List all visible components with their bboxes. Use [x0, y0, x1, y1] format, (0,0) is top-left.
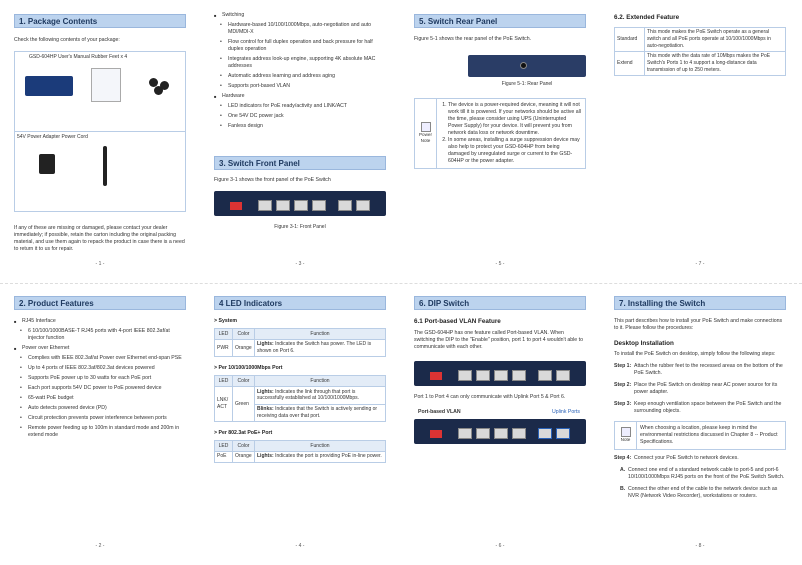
- led-function: [255, 404, 386, 422]
- col-header: LED: [215, 329, 233, 340]
- list-item: • Automatic address learning and address aging: [220, 73, 386, 80]
- diagram-label: Port-based VLAN: [418, 408, 461, 415]
- note-icon: [415, 99, 437, 168]
- step-label: Step 1:: [614, 362, 632, 369]
- step-text: Attach the rubber feet to the recessed areas on the bottom of the PoE Switch.: [634, 362, 783, 376]
- list-item: • Integrates address look-up engine, supporting 4K absolute MAC addresses: [220, 56, 386, 70]
- figure-caption: Figure 5-1: Rear Panel: [501, 81, 553, 88]
- list-item: • Fanless design: [220, 123, 386, 130]
- page-title: 3. Switch Front Panel: [214, 156, 386, 170]
- section-text: Per 802.3at PoE+ Port: [218, 430, 273, 437]
- page-row-divider: [0, 283, 802, 284]
- list-item: • Flow control for full duplex operation and back pressure for half duplex operation: [220, 39, 386, 53]
- step-label: A.: [620, 466, 626, 473]
- col-header: LED: [215, 376, 233, 387]
- intro-text: Check the following contents of your package:: [14, 37, 120, 43]
- page-number: - 4 -: [295, 543, 305, 549]
- list-item: • Each port supports 54V DC power to PoE powered device: [20, 385, 186, 392]
- rear-panel-desc: Figure 5-1 shows the rear panel of the PoE Switch.: [414, 36, 532, 42]
- vlan-diagram: [414, 409, 586, 449]
- list-item: • Supports PoE power up to 30 watts for each PoE port: [20, 375, 186, 382]
- switch-image: [25, 76, 73, 96]
- page-5: [414, 14, 586, 169]
- list-item: • LED indicators for PoE ready/activity and LINK/ACT: [220, 103, 386, 110]
- list-item: • Remote power feeding up to 100m in standard mode and 200m in extend mode: [20, 425, 186, 439]
- note-icon: [615, 422, 637, 449]
- list-item: ■ Hardware: [214, 93, 386, 100]
- state-label: Lights:: [257, 388, 274, 395]
- vlan-desc-2: Port 1 to Port 4 can only communicate with Uplink Port 5 & Port 6.: [414, 393, 566, 400]
- list-item: ■ RJ45 Interface: [14, 318, 186, 325]
- dip-panel-image: [414, 361, 586, 386]
- step-label: Step 2:: [614, 381, 632, 388]
- rear-panel-image: [468, 55, 586, 77]
- note-label: Power Note: [418, 132, 433, 144]
- page-number: - 8 -: [695, 543, 705, 549]
- contents-label: GSD-604HP User's Manual Rubber Feet x 4: [29, 53, 128, 60]
- contents-row-1: [15, 52, 186, 132]
- mode-label: Extend: [615, 51, 645, 75]
- section-label: > Per 10/100/1000Mbps Port: [214, 365, 283, 372]
- page-number: - 1 -: [95, 261, 105, 267]
- state-text: Indicates the port is providing PoE in-line power.: [275, 453, 382, 460]
- step-text: Place the PoE Switch on desktop near AC power source for its power adapter.: [634, 381, 778, 395]
- front-panel-desc: Figure 3-1 shows the front panel of the PoE Switch: [214, 177, 331, 184]
- led-color: Orange: [233, 451, 255, 462]
- poe-sublist: [20, 355, 186, 439]
- outro-text: If any of these are missing or damaged, please contact your dealer immediately; if possible, retain the carton including the original packing material, and use them again to repack the product in case there is a need to return it to us for repair.: [14, 225, 185, 253]
- uplink-label: Uplink Ports: [552, 408, 580, 415]
- col-header: Color: [233, 376, 255, 387]
- led-name: LNK/ ACT: [215, 387, 233, 422]
- step-label: B.: [620, 485, 626, 492]
- page-3: [214, 12, 386, 231]
- col-header: LED: [215, 441, 233, 452]
- rubber-feet-image: [149, 78, 175, 94]
- col-header: Color: [233, 441, 255, 452]
- step-text: Connect your PoE Switch to network devices.: [634, 454, 739, 461]
- section-title: Desktop Installation: [614, 340, 674, 348]
- mode-desc: This mode with the data rate of 10Mbps makes the PoE Switch's Ports 1 to 4 support a long-distance data transmission of up to 250 meters.: [645, 51, 786, 75]
- state-text: Indicates the Switch has power. The LED is shown on Port 6.: [257, 341, 372, 355]
- page-title: 2. Product Features: [14, 296, 186, 310]
- state-label: Lights:: [257, 341, 274, 348]
- page-7: [614, 14, 786, 76]
- page-number: - 2 -: [95, 543, 105, 549]
- section-desc: To install the PoE Switch on desktop, simply follow the following steps:: [614, 350, 776, 357]
- hardware-sublist: [220, 103, 386, 130]
- page-title: 5. Switch Rear Panel: [414, 14, 586, 28]
- step-2: [614, 382, 786, 396]
- contents-row-2: [15, 132, 186, 212]
- step-label: Step 3:: [614, 400, 632, 407]
- col-header: Function: [255, 376, 386, 387]
- step-1: [614, 363, 786, 377]
- page-6: [414, 296, 586, 449]
- list-item: • 6 10/100/1000BASE-T RJ45 ports with 4-port IEEE 802.3af/at injector function: [20, 328, 186, 342]
- list-item: • Circuit protection prevents power interference between ports: [20, 415, 186, 422]
- page-title: 7. Installing the Switch: [614, 296, 786, 310]
- col-header: Function: [255, 441, 386, 452]
- contents-table: [14, 51, 186, 212]
- page-2: [14, 296, 186, 439]
- poe-led-table: [214, 440, 386, 463]
- features-list: [214, 12, 386, 19]
- mode-label: Standard: [615, 27, 645, 51]
- led-color: Orange: [233, 339, 255, 357]
- page-number: - 6 -: [495, 543, 505, 549]
- list-item: • Complies with IEEE 802.3af/at Power over Ethernet end-span PSE: [20, 355, 186, 362]
- page-number: - 3 -: [295, 261, 305, 267]
- page-number: - 7 -: [695, 261, 705, 267]
- led-function: [255, 339, 386, 357]
- led-function: [255, 451, 386, 462]
- section-text: System: [218, 318, 237, 324]
- vlan-desc: The GSD-604HP has one feature called Port-based VLAN. When switching the DIP to the "Enable" position, port 1 to port 4 wouldn't able to communicate with each other.: [414, 329, 583, 350]
- step-label: Step 4:: [614, 454, 632, 461]
- section-label: > System: [214, 318, 237, 324]
- note-text: When choosing a location, please keep in mind the environmental restrictions discussed in Chapter 8 -- Product Specifications.: [640, 424, 778, 445]
- system-led-table: [214, 328, 386, 357]
- step-text: Connect the other end of the cable to the network device such as NVR (Network Video Recorder), workstations or routers.: [628, 485, 778, 499]
- page-title: 4 LED Indicators: [214, 296, 386, 310]
- step-4a: [620, 467, 786, 481]
- section-title: 6.1 Port-based VLAN Feature: [414, 318, 501, 325]
- led-color: Green: [233, 387, 255, 422]
- list-item: • 65-watt PoE budget: [20, 395, 186, 402]
- switching-sublist: [220, 22, 386, 90]
- page-4: [214, 296, 386, 463]
- page-title: 6.2. Extended Feature: [614, 14, 680, 21]
- list-item: ■ Power over Ethernet: [14, 345, 186, 352]
- feature-table: [614, 27, 786, 77]
- step-text: Connect one end of a standard network cable to port-5 and port-6 10/100/1000Mbps RJ45 ports on the front of the PoE Switch Switch.: [628, 466, 785, 480]
- step-text: Keep enough ventilation space between the PoE Switch and the surrounding objects.: [634, 400, 782, 414]
- state-text: Indicates that the Switch is actively sending or receiving data over that port.: [257, 406, 378, 419]
- list-item: • Up to 4 ports of IEEE 802.3af/802.3at devices powered: [20, 365, 186, 372]
- led-function: [255, 387, 386, 405]
- note-label: Note: [620, 437, 631, 443]
- port-led-table: [214, 375, 386, 422]
- col-header: Color: [233, 329, 255, 340]
- mode-desc: This mode makes the PoE Switch operate as a general switch and all PoE ports operate at 10/100/1000Mbps in auto-negotiation.: [645, 27, 786, 51]
- page-8: [614, 296, 786, 500]
- list-item: • One 54V DC power jack: [220, 113, 386, 120]
- list-item: • Auto detects powered device (PD): [20, 405, 186, 412]
- led-name: PoE: [215, 451, 233, 462]
- note-item: 1. The device is a power-required device, meaning it will not work till it is powered. If your networks should be active all the time, please consider using UPS (Uninterrupted Power Supply) for your device. It will prevent you from network data loss or network downtime.: [448, 102, 582, 137]
- front-panel-image: [214, 191, 386, 216]
- note-item: 2. In some areas, installing a surge suppression device may also help to protect your GSD-604HP from being damaged by unregulated surge or current to the GSD-604HP or the power adapter.: [448, 137, 582, 165]
- page-number: - 5 -: [495, 261, 505, 267]
- vlan-device: [414, 419, 586, 444]
- state-label: Blinks:: [257, 406, 274, 413]
- section-label: > Per 802.3at PoE+ Port: [214, 430, 273, 437]
- section-text: Per 10/100/1000Mbps Port: [218, 365, 283, 372]
- col-header: Function: [255, 329, 386, 340]
- step-3: [614, 401, 786, 415]
- page-title: 6. DIP Switch: [414, 296, 586, 310]
- state-label: Lights:: [257, 453, 274, 460]
- list-item: ■ Switching: [214, 12, 386, 19]
- install-note: [614, 421, 786, 450]
- power-cord-image: [103, 146, 107, 186]
- page-1: [14, 14, 186, 253]
- state-text: Indicates the link through that port is successfully established at 10/100/1000Mbps.: [257, 388, 360, 402]
- power-note: [414, 98, 586, 169]
- manual-image: [91, 68, 121, 102]
- led-name: PWR: [215, 339, 233, 357]
- contents-label: 54V Power Adapter Power Cord: [17, 133, 88, 140]
- step-4: [614, 455, 786, 462]
- page-title: 1. Package Contents: [14, 14, 186, 28]
- power-adapter-image: [39, 154, 55, 174]
- figure-caption: Figure 3-1: Front Panel: [274, 224, 326, 231]
- install-intro: This part describes how to install your PoE Switch and make connections to it. Please follow the procedures:: [614, 318, 783, 332]
- list-item: • Supports port-based VLAN: [220, 83, 386, 90]
- list-item: • Hardware-based 10/100/1000Mbps, auto-negotiation and auto MDI/MDI-X: [220, 22, 386, 36]
- step-4b: [620, 486, 786, 500]
